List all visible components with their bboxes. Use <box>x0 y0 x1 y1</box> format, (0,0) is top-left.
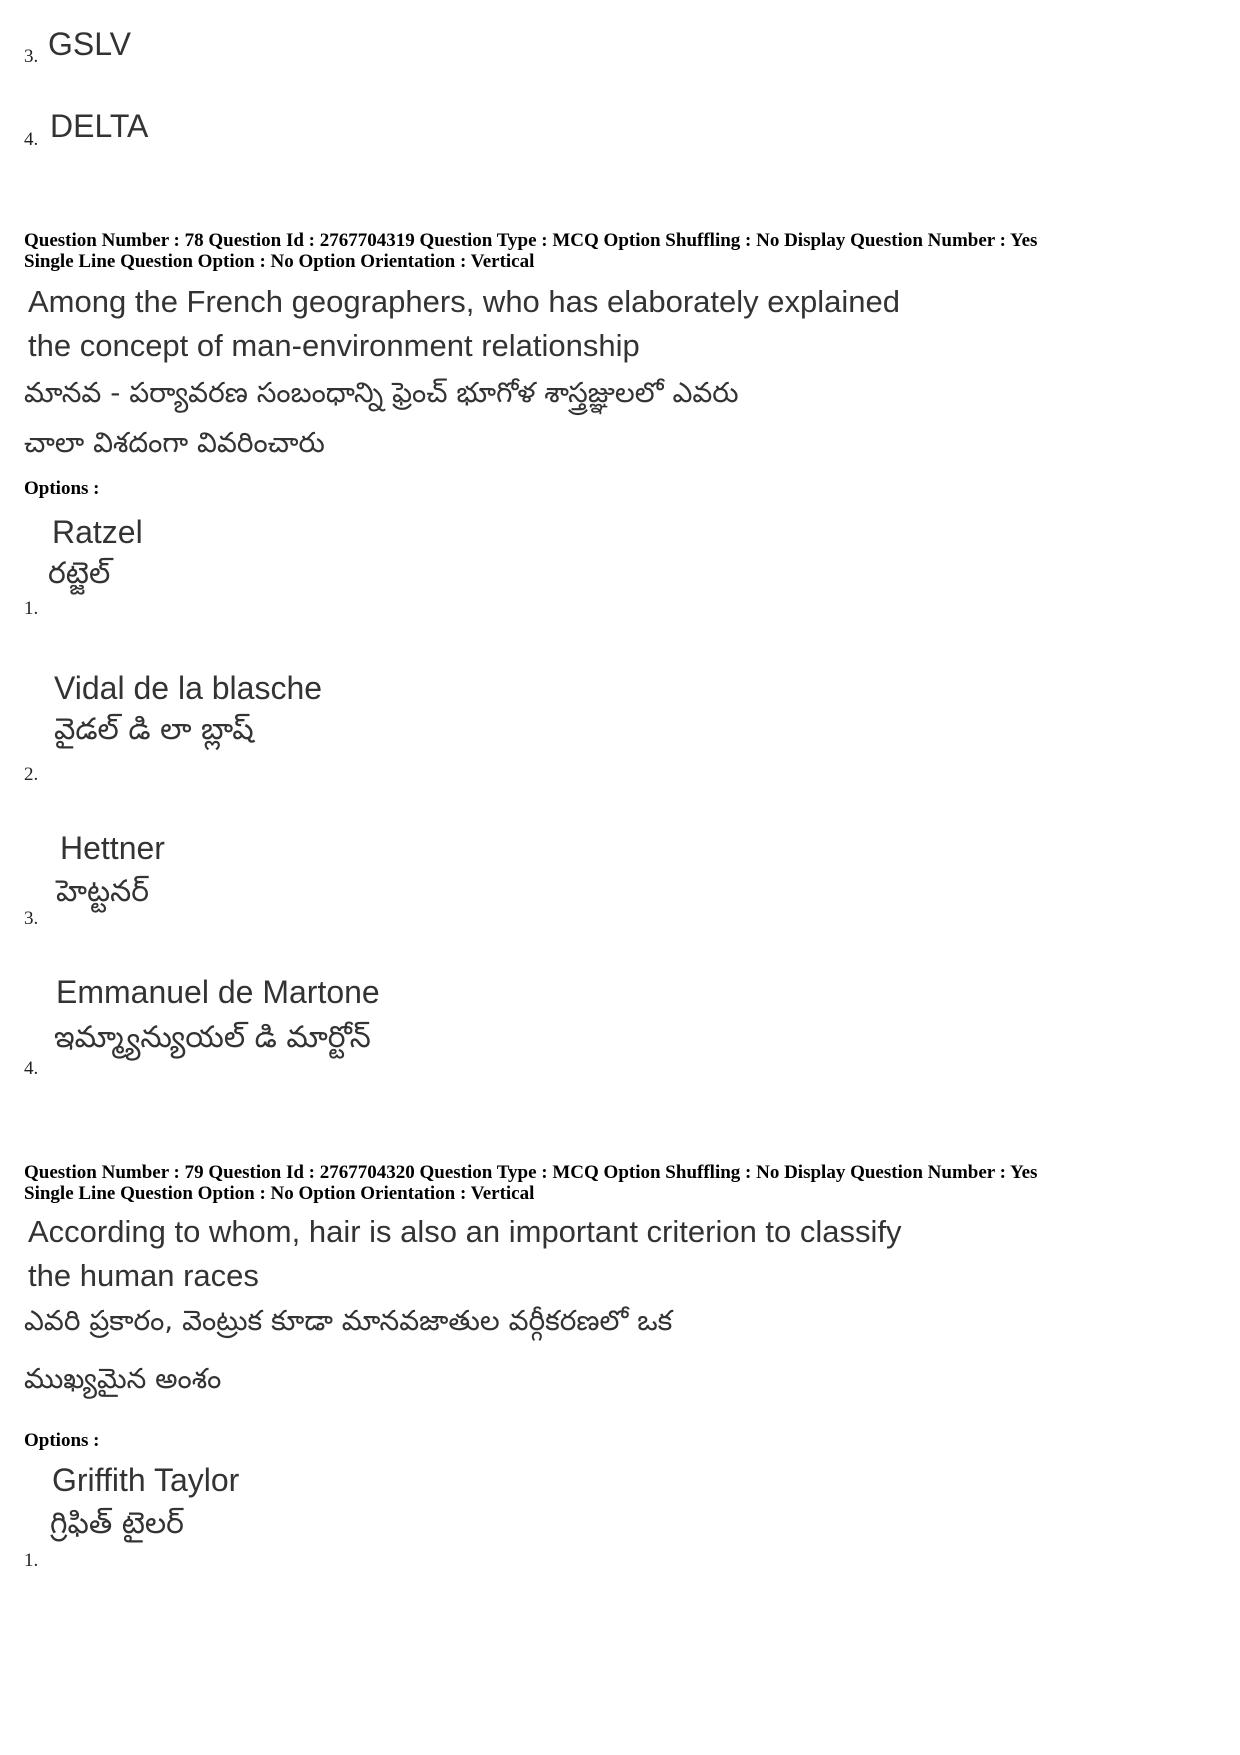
question-text-telugu <box>24 1298 672 1402</box>
question-text-line: ముఖ్యమైన అంశం <box>24 1362 222 1395</box>
question-text-line: According to whom, hair is also an important criterion to classify <box>28 1214 902 1249</box>
option-number: 1. <box>24 1550 39 1571</box>
option-text-english: Griffith Taylor <box>52 1462 240 1498</box>
question-text-line: the concept of man-environment relationship <box>28 328 640 363</box>
options-label: Options : <box>24 1430 100 1451</box>
option-number: 3. <box>24 46 39 67</box>
question-text-telugu <box>24 370 739 466</box>
option-number: 1. <box>24 598 39 619</box>
question-meta-line-2: Single Line Question Option : No Option Orientation : Vertical <box>24 1183 535 1204</box>
option-number: 4. <box>24 129 39 150</box>
option-text: DELTA <box>50 108 149 144</box>
option-text-telugu: వైడల్ డి లా బ్లాష్ <box>54 712 254 747</box>
option-number: 2. <box>24 764 39 785</box>
option-number: 3. <box>24 908 39 929</box>
question-meta <box>24 1162 1037 1204</box>
question-text-english <box>28 280 900 368</box>
question-meta-line-1: Question Number : 79 Question Id : 2767704320 Question Type : MCQ Option Shuffling : No Display Question Number : Yes <box>24 1162 1038 1183</box>
question-text-line: మానవ - పర్యావరణ సంబంధాన్ని ఫ్రెంచ్ భూగోళ శాస్త్రజ్ఞులలో ఎవరు <box>24 376 739 409</box>
question-meta <box>24 230 1037 272</box>
option-text-english: Ratzel <box>52 514 143 550</box>
option-text-telugu: గ్రిఫిత్ టైలర్ <box>50 1506 184 1541</box>
option-text-english: Vidal de la blasche <box>54 670 323 706</box>
option-text-english: Hettner <box>60 830 165 866</box>
question-text-line: ఎవరి ప్రకారం, వెంట్రుక కూడా మానవజాతుల వర్గీకరణలో ఒక <box>24 1304 673 1337</box>
question-text-line: Among the French geographers, who has elaborately explained <box>28 284 900 319</box>
question-text-english <box>28 1210 902 1298</box>
question-text-line: the human races <box>28 1258 259 1293</box>
question-text-line: చాలా విశదంగా వివరించారు <box>24 426 325 459</box>
option-text-telugu: ఇమ్మ్యాన్యుయల్ డి మార్టోన్ <box>54 1020 371 1055</box>
option-text-english: Emmanuel de Martone <box>56 974 380 1010</box>
option-text: GSLV <box>48 26 131 62</box>
question-meta-line-1: Question Number : 78 Question Id : 2767704319 Question Type : MCQ Option Shuffling : No Display Question Number : Yes <box>24 230 1038 251</box>
option-number: 4. <box>24 1058 39 1079</box>
option-text-telugu: రట్జెల్ <box>48 556 111 591</box>
question-meta-line-2: Single Line Question Option : No Option Orientation : Vertical <box>24 251 535 272</box>
option-text-telugu: హెట్టనర్ <box>56 874 149 909</box>
options-label: Options : <box>24 478 100 499</box>
